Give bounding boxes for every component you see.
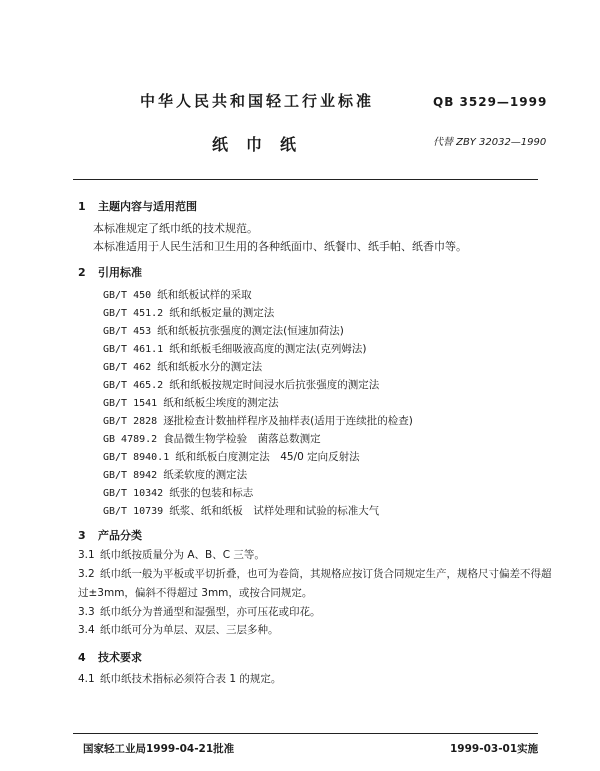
section-title: 技术要求 — [98, 651, 142, 664]
reference-title: 纸和纸板试样的采取 — [157, 289, 252, 301]
clause-number: 3.3 — [78, 606, 95, 618]
reference-code: GB/T 465.2 — [103, 380, 164, 391]
reference-item — [103, 413, 413, 428]
reference-title: 纸张的包装和标志 — [169, 487, 254, 499]
clause-text: 纸巾纸分为普通型和湿强型，亦可压花或印花。 — [100, 606, 321, 618]
clause-text: 纸巾纸一般为平板或平切折叠，也可为卷筒，其规格应按订货合同规定生产，规格尺寸偏差不得超 — [100, 568, 552, 580]
section-title: 产品分类 — [98, 529, 142, 542]
reference-title: 食品微生物学检验 菌落总数测定 — [163, 433, 321, 445]
reference-item — [103, 503, 379, 518]
reference-title: 纸和纸板抗张强度的测定法(恒速加荷法) — [157, 325, 344, 337]
clause-number: 3.4 — [78, 624, 95, 636]
section-title: 引用标准 — [98, 266, 142, 279]
reference-title: 纸和纸板水分的测定法 — [157, 361, 263, 373]
reference-title: 逐批检查计数抽样程序及抽样表(适用于连续批的检查) — [163, 415, 413, 427]
clause-item — [78, 671, 281, 686]
reference-code: GB/T 8940.1 — [103, 452, 170, 463]
clause-text: 纸巾纸可分为单层、双层、三层多种。 — [100, 624, 279, 636]
section-title: 主题内容与适用范围 — [98, 200, 197, 213]
header-divider — [73, 179, 538, 180]
reference-title: 纸和纸板按规定时间浸水后抗张强度的测定法 — [169, 379, 380, 391]
reference-code: GB/T 451.2 — [103, 308, 164, 319]
reference-title: 纸柔软度的测定法 — [163, 469, 248, 481]
reference-title: 纸和纸板白度测定法 45/0 定向反射法 — [175, 451, 360, 463]
reference-item — [103, 305, 274, 320]
reference-item — [103, 341, 366, 356]
reference-code: GB/T 450 — [103, 290, 152, 301]
section-1-paragraph: 本标准适用于人民生活和卫生用的各种纸面巾、纸餐巾、纸手帕、纸香巾等。 — [93, 240, 467, 253]
clause-number: 3.1 — [78, 549, 95, 561]
reference-code: GB/T 462 — [103, 362, 152, 373]
reference-title: 纸和纸板毛细吸液高度的测定法(克列姆法) — [169, 343, 367, 355]
effective-date: 1999-03-01实施 — [450, 743, 539, 755]
section-number: 1 — [78, 200, 86, 213]
reference-item — [103, 377, 379, 392]
section-3-heading — [78, 527, 142, 543]
section-4-heading — [78, 649, 142, 665]
reference-item — [103, 485, 253, 500]
clause-number: 4.1 — [78, 673, 95, 685]
section-2-heading — [78, 264, 142, 280]
issuing-body-title: 中华人民共和国轻工行业标准 — [140, 92, 375, 110]
reference-item — [103, 449, 360, 464]
footer-divider — [73, 733, 538, 734]
reference-code: GB/T 461.1 — [103, 344, 164, 355]
reference-code: GB/T 8942 — [103, 470, 158, 481]
clause-item — [78, 604, 321, 619]
document-title: 纸巾纸 — [212, 135, 315, 154]
clause-item — [78, 566, 552, 581]
reference-item — [103, 359, 262, 374]
reference-title: 纸和纸板尘埃度的测定法 — [163, 397, 279, 409]
section-number: 3 — [78, 529, 86, 542]
clause-number: 3.2 — [78, 568, 95, 580]
reference-item — [103, 287, 252, 302]
standard-number: QB 3529—1999 — [433, 95, 548, 109]
clause-continuation: 过±3mm，偏斜不得超过 3mm，或按合同规定。 — [78, 587, 313, 599]
reference-code: GB 4789.2 — [103, 434, 158, 445]
reference-item — [103, 323, 344, 338]
reference-item — [103, 467, 247, 482]
reference-code: GB/T 10342 — [103, 488, 164, 499]
section-1-paragraph: 本标准规定了纸巾纸的技术规范。 — [93, 222, 258, 235]
reference-title: 纸浆、纸和纸板 试样处理和试验的标准大气 — [169, 505, 380, 517]
reference-item — [103, 431, 321, 446]
reference-code: GB/T 10739 — [103, 506, 164, 517]
reference-item — [103, 395, 279, 410]
reference-title: 纸和纸板定量的测定法 — [169, 307, 275, 319]
reference-code: GB/T 453 — [103, 326, 152, 337]
section-number: 2 — [78, 266, 86, 279]
clause-item — [78, 547, 265, 562]
section-number: 4 — [78, 651, 86, 664]
replaces-standard: 代替 ZBY 32032—1990 — [433, 137, 547, 148]
section-1-heading — [78, 198, 197, 214]
clause-text: 纸巾纸技术指标必须符合表 1 的规定。 — [100, 673, 282, 685]
clause-text: 纸巾纸按质量分为 A、B、C 三等。 — [100, 549, 265, 561]
reference-code: GB/T 2828 — [103, 416, 158, 427]
clause-item — [78, 622, 279, 637]
approval-line: 国家轻工业局1999-04-21批准 — [83, 743, 235, 755]
reference-code: GB/T 1541 — [103, 398, 158, 409]
